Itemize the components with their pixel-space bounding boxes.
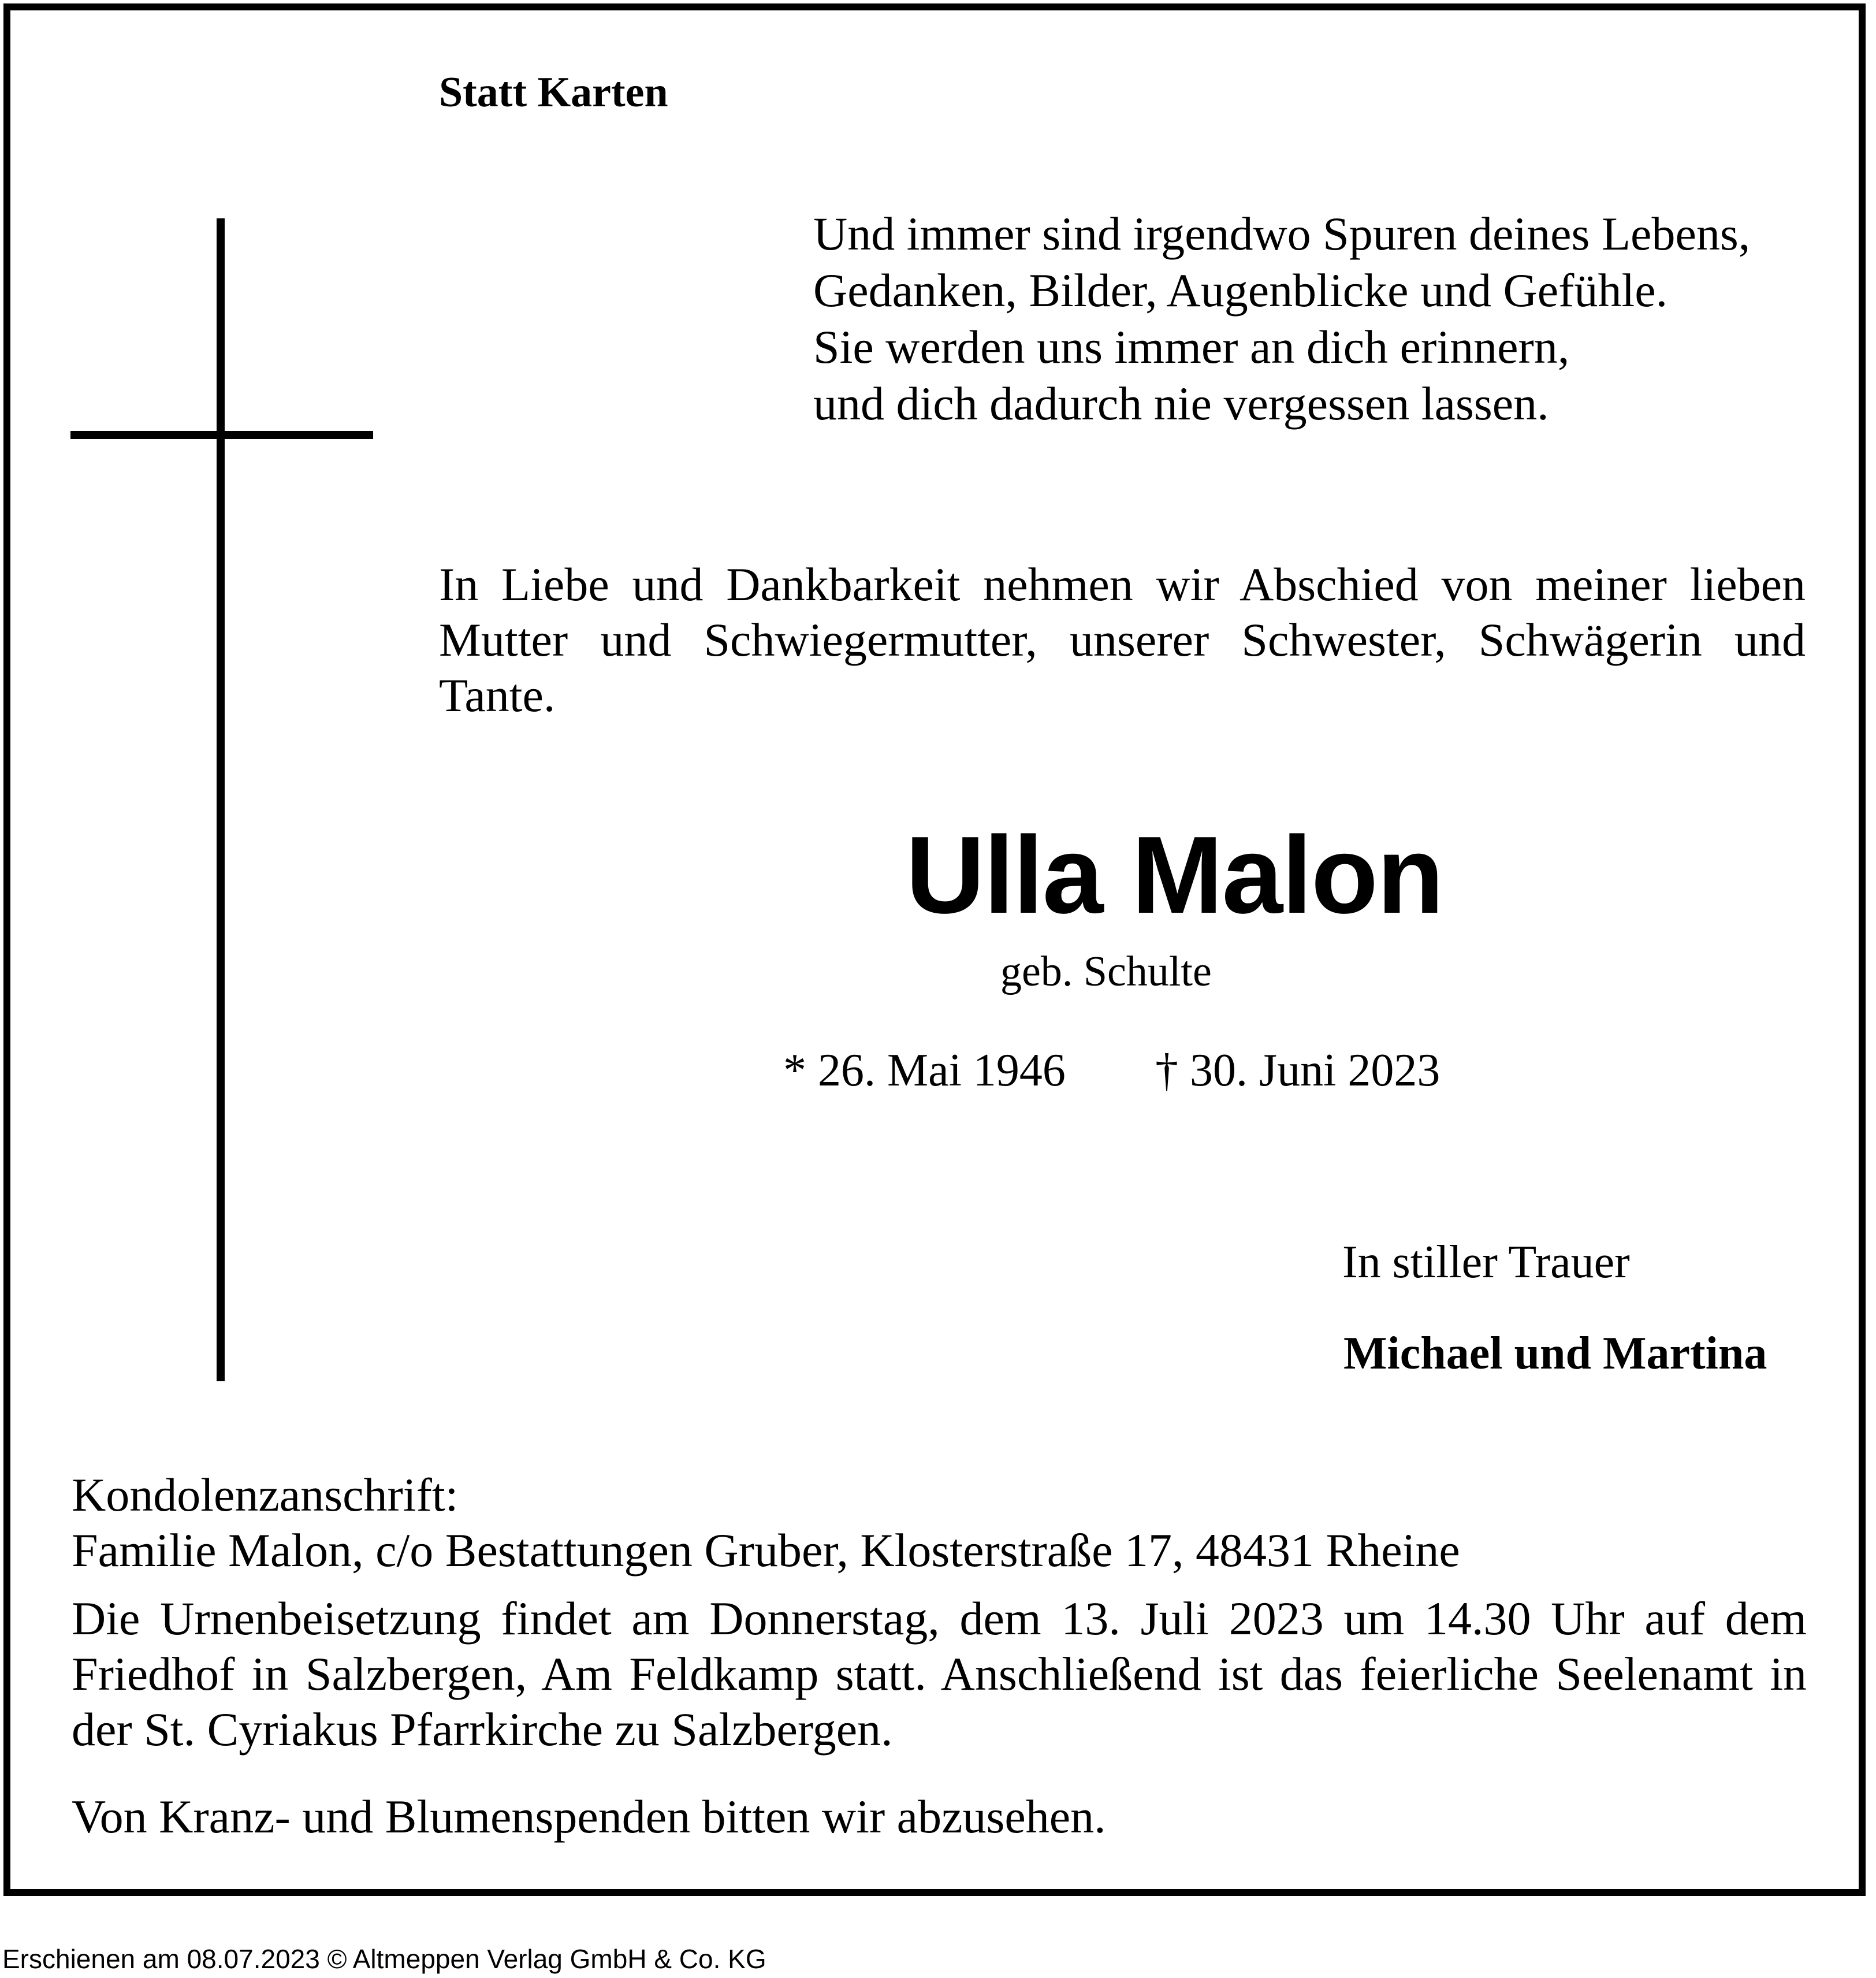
mourner-names: Michael und Martina bbox=[1343, 1328, 1767, 1379]
cross-horizontal-bar bbox=[70, 431, 373, 439]
condolence-address: Familie Malon, c/o Bestattungen Gruber, Klosterstraße 17, 48431 Rheine bbox=[72, 1524, 1460, 1577]
poem-line: Gedanken, Bilder, Augenblicke und Gefühle. bbox=[813, 264, 1668, 317]
birth-date: * 26. Mai 1946 bbox=[783, 1045, 1066, 1096]
deceased-name-block bbox=[439, 809, 1806, 942]
condolence-label: Kondolenzanschrift: bbox=[72, 1468, 459, 1521]
poem-line: und dich dadurch nie vergessen lassen. bbox=[813, 377, 1549, 430]
statt-karten-heading: Statt Karten bbox=[439, 69, 668, 116]
publication-footer: Erschienen am 08.07.2023 © Altmeppen Verlag GmbH & Co. KG bbox=[2, 1944, 766, 1974]
maiden-name: geb. Schulte bbox=[1000, 948, 1212, 995]
poem-line: Sie werden uns immer an dich erinnern, bbox=[813, 321, 1570, 373]
death-date: † 30. Juni 2023 bbox=[1155, 1045, 1440, 1096]
deceased-name: Ulla Malon bbox=[905, 814, 1443, 936]
cross-vertical-bar bbox=[217, 218, 225, 1381]
mourning-label: In stiller Trauer bbox=[1342, 1237, 1630, 1288]
flowers-text: Von Kranz- und Blumenspenden bitten wir abzusehen. bbox=[72, 1790, 1106, 1843]
farewell-text: In Liebe und Dankbarkeit nehmen wir Abschied von meiner lieben Mutter und Schwiegermutter, unserer Schwester, Schwägerin und Tante. bbox=[439, 558, 1806, 722]
condolence-block bbox=[72, 1467, 1460, 1578]
burial-text: Die Urnenbeisetzung findet am Donnerstag, dem 13. Juli 2023 um 14.30 Uhr auf dem Friedhof in Salzbergen, Am Feldkamp statt. Anschließend ist das feierliche Seelenamt in der St. Cyriakus Pfarrkirche zu Salzbergen. bbox=[72, 1592, 1807, 1756]
poem-line: Und immer sind irgendwo Spuren deines Lebens, bbox=[813, 207, 1751, 260]
poem bbox=[813, 206, 1750, 432]
